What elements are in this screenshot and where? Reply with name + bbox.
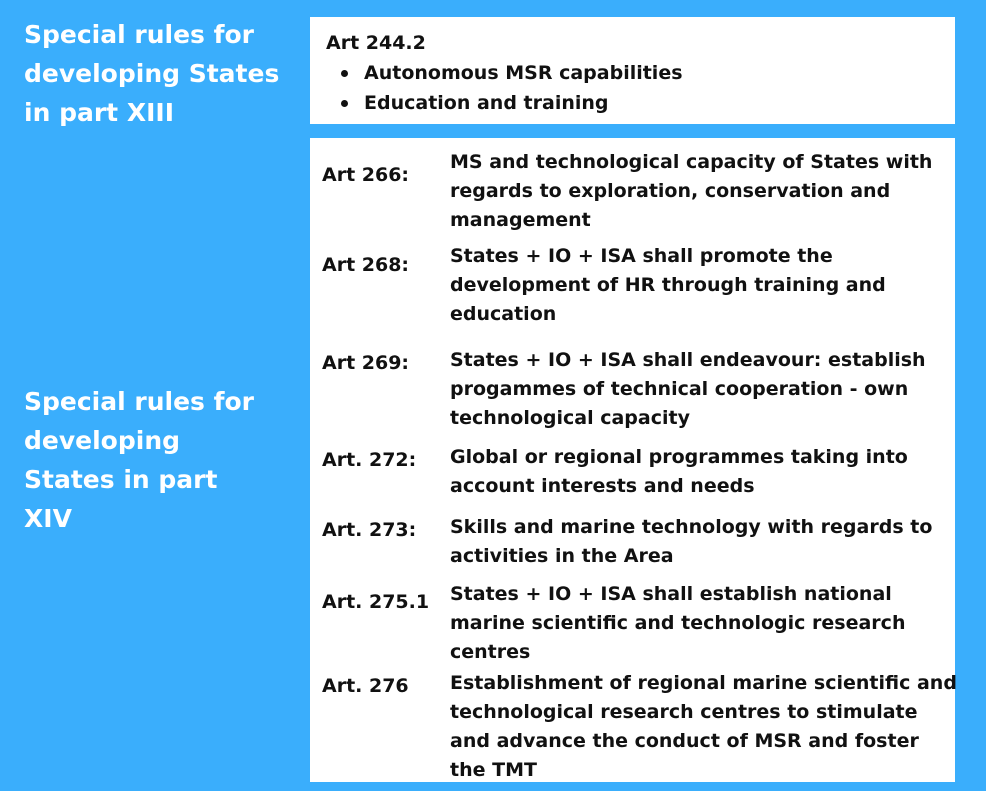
art-244-title: Art 244.2 [326,32,426,54]
article-text: Establishment of regional marine scientific and technological research centres to stimulate and advance the conduct of MSR and foster the TMT [450,672,957,781]
article-number: Art 268: [322,254,410,276]
bullet-icon [341,70,348,77]
heading-part-xiii: Special rules for developing States in part XIII [24,20,280,127]
article-text: States + IO + ISA shall promote the development of HR through training and education [450,245,886,325]
bullet-item [336,88,683,118]
article-number: Art. 276 [322,675,409,697]
bullet-item [336,58,683,88]
bullet-text: Autonomous MSR capabilities [364,62,683,84]
article-number: Art. 275.1 [322,591,430,613]
article-text: Global or regional programmes taking into account interests and needs [450,446,908,497]
article-text: Skills and marine technology with regards to activities in the Area [450,516,933,567]
art-244-bullet-list [336,58,683,118]
article-number: Art 266: [322,164,410,186]
article-number: Art. 273: [322,519,417,541]
article-number: Art 269: [322,352,410,374]
bullet-icon [341,100,348,107]
articles-box [310,138,955,782]
article-text: States + IO + ISA shall establish national marine scientific and technologic research centres [450,583,906,663]
article-text: States + IO + ISA shall endeavour: establish progammes of technical cooperation - own technological capacity [450,349,926,429]
heading-part-xiv: Special rules for developing States in part XIV [24,387,255,533]
art-244-box [310,17,955,124]
bullet-text: Education and training [364,92,609,114]
article-text: MS and technological capacity of States with regards to exploration, conservation and management [450,151,933,231]
article-number: Art. 272: [322,449,417,471]
